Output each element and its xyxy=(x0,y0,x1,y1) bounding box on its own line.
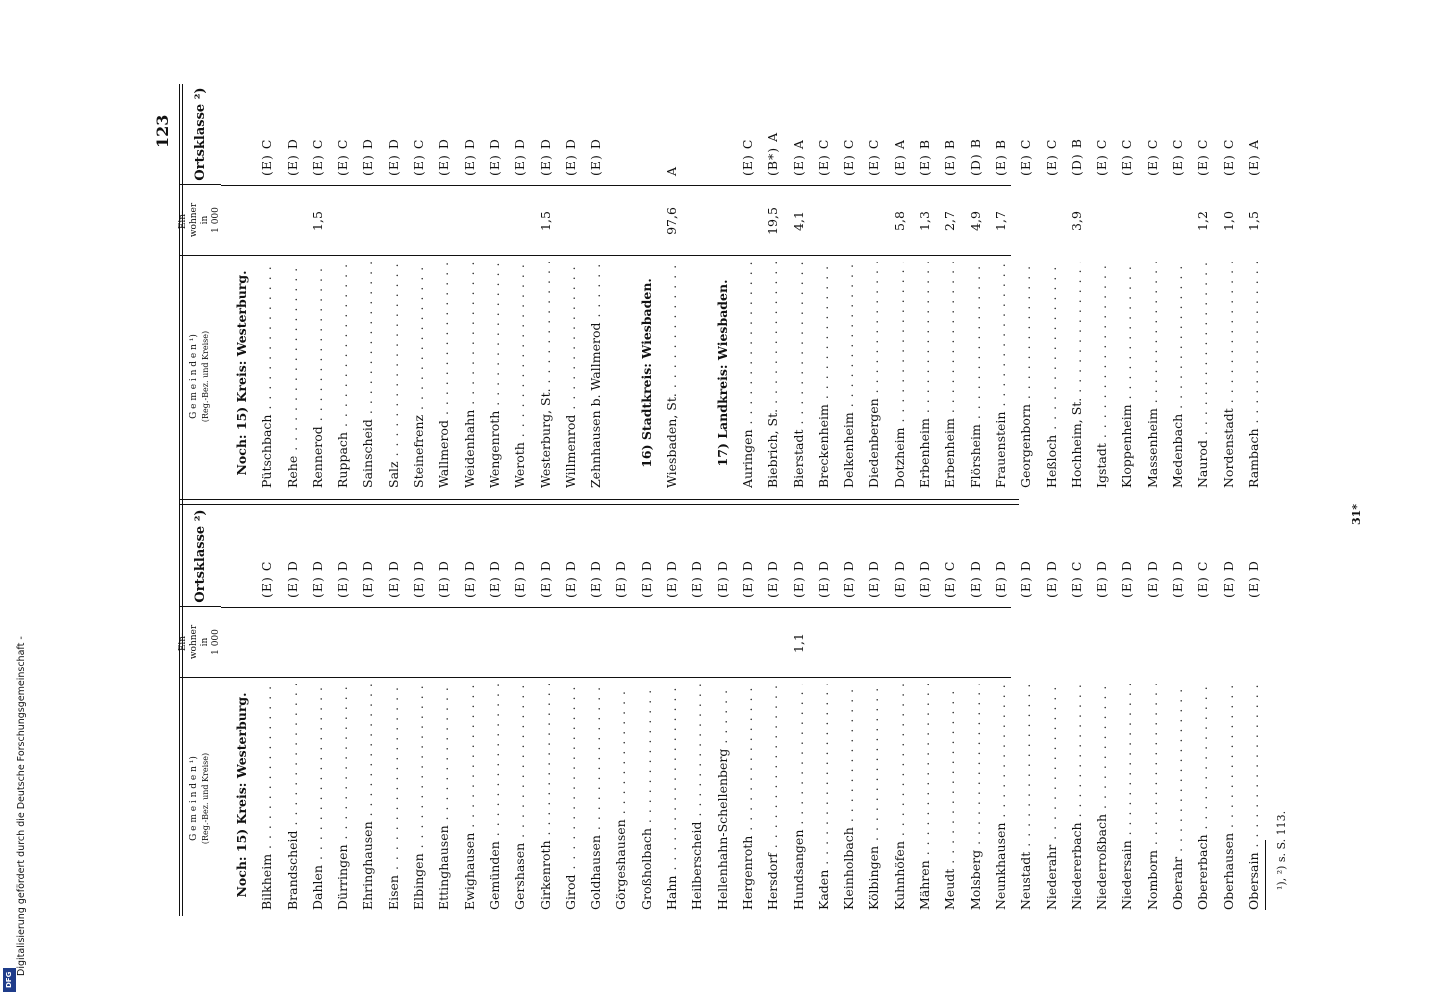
municipality-name: Eisen . . . xyxy=(381,684,406,910)
table-row xyxy=(1013,84,1038,494)
municipality-name: Rambach . . . xyxy=(1241,262,1266,488)
header-municipalities-sub: (Reg.-Bez. und Kreise) xyxy=(201,752,210,845)
municipality-name: Oberahr . . . xyxy=(1165,684,1190,910)
municipality-name: Igstadt . . . xyxy=(1089,262,1114,488)
locality-class-value: (E) D xyxy=(714,560,730,598)
locality-class-value: (E) D xyxy=(461,560,477,598)
municipality-name: Nomborn . . . xyxy=(1140,684,1165,910)
population-value: 1,3 xyxy=(917,211,933,231)
municipality-name: Niedersain . . . xyxy=(1114,684,1139,910)
table-row xyxy=(912,506,937,916)
table-row xyxy=(482,84,507,494)
section-heading-row xyxy=(634,84,659,494)
population-value: 1,0 xyxy=(1220,211,1236,231)
table-row xyxy=(1039,84,1064,494)
municipality-name: Sainscheid . . . xyxy=(355,262,380,488)
table-row xyxy=(1241,84,1266,494)
table-row xyxy=(1241,506,1266,916)
municipality-name: Hundsangen . . . xyxy=(786,684,811,910)
table-row xyxy=(887,506,912,916)
table-row xyxy=(305,84,330,494)
table-row xyxy=(558,506,583,916)
locality-class-value: (E) D xyxy=(866,560,882,598)
municipality-name: Dahlen . . . xyxy=(305,684,330,910)
locality-class-value: (E) D xyxy=(815,560,831,598)
municipality-name: Rennerod . . . xyxy=(305,262,330,488)
locality-class-value: (E) C xyxy=(259,560,275,598)
population-value: 19,5 xyxy=(765,207,781,235)
table-row xyxy=(659,84,684,494)
municipality-name: Elbingen . . . xyxy=(406,684,431,910)
table-row xyxy=(988,506,1013,916)
section-heading: 16) Stadtkreis: Wiesbaden. xyxy=(638,278,654,468)
sheet-number: 31* xyxy=(1350,503,1363,525)
table-row xyxy=(861,506,886,916)
locality-class-value: (E) C xyxy=(1094,138,1110,176)
table-row xyxy=(836,84,861,494)
locality-class-value: (E) C xyxy=(739,138,755,176)
table-row xyxy=(355,84,380,494)
table-row xyxy=(305,506,330,916)
municipality-name: Diedenbergen . . . xyxy=(861,262,886,488)
header-municipalities-title: G e m e i n d e n ¹) xyxy=(189,334,199,419)
locality-class-value: (E) C xyxy=(1195,138,1211,176)
locality-class-value: (D) B xyxy=(1068,138,1084,176)
municipality-name: Wiesbaden, St. . . . xyxy=(659,262,684,488)
table-row xyxy=(1165,506,1190,916)
locality-class-value: (E) C xyxy=(942,560,958,598)
municipality-name: Mähren . . . xyxy=(912,684,937,910)
locality-class-value: (E) D xyxy=(309,560,325,598)
population-value: 1,7 xyxy=(992,211,1008,231)
municipality-name: Westerburg, St. . . . xyxy=(533,262,558,488)
municipality-name: Bilkheim . . . xyxy=(254,684,279,910)
municipality-name: Meudt . . . xyxy=(937,684,962,910)
municipality-name: Girkenroth . . . xyxy=(533,684,558,910)
table-row xyxy=(760,506,785,916)
locality-class-value: (E) D xyxy=(562,138,578,176)
municipality-name: Kuhnhöfen . . . xyxy=(887,684,912,910)
municipality-name: Erbenheim . . . xyxy=(912,262,937,488)
table-row xyxy=(330,506,355,916)
header-municipalities-sub: (Reg.-Bez. und Kreise) xyxy=(201,330,210,423)
table-center-divider xyxy=(179,499,1019,505)
table-row xyxy=(963,84,988,494)
locality-class-value: (E) D xyxy=(689,560,705,598)
municipality-name: Hellenhahn-Schellenberg . . . xyxy=(710,684,735,910)
locality-class-value: (E) D xyxy=(1018,560,1034,598)
document-page xyxy=(145,70,1395,930)
section-heading: 17) Landkreis: Wiesbaden. xyxy=(714,279,730,467)
municipality-name: Ettinghausen . . . xyxy=(431,684,456,910)
locality-class-value: (E) C xyxy=(841,138,857,176)
table-row xyxy=(786,506,811,916)
municipality-name: Erbenheim . . . xyxy=(937,262,962,488)
municipality-name: Girod . . . xyxy=(558,684,583,910)
table-row xyxy=(457,84,482,494)
table-left-half xyxy=(178,506,1261,916)
municipality-name: Medenbach . . . xyxy=(1165,262,1190,488)
locality-class-value: (E) A xyxy=(1245,139,1261,176)
locality-class-value: (E) D xyxy=(1169,560,1185,598)
locality-class-value: (E) C xyxy=(815,138,831,176)
table-row xyxy=(684,506,709,916)
locality-class-value: (E) D xyxy=(411,560,427,598)
locality-class-value: (E) B xyxy=(917,138,933,176)
table-row xyxy=(482,506,507,916)
locality-class-value: (E) C xyxy=(1119,138,1135,176)
footnote: ¹), ²) s. S. 113. xyxy=(1275,810,1288,890)
right-rows xyxy=(229,84,1266,494)
population-value: 97,6 xyxy=(664,207,680,235)
locality-class-value: (E) C xyxy=(1195,560,1211,598)
population-value: 4,9 xyxy=(967,211,983,231)
table-row xyxy=(406,84,431,494)
municipality-name: Niederahr . . . xyxy=(1039,684,1064,910)
header-population: Ein- wohner in 1 000 xyxy=(179,184,221,256)
municipality-name: Dotzheim . . . xyxy=(887,262,912,488)
locality-class-value: (E) D xyxy=(841,560,857,598)
municipality-name: Delkenheim . . . xyxy=(836,262,861,488)
municipality-name: Obererbach . . . xyxy=(1190,684,1215,910)
table-row xyxy=(431,506,456,916)
table-row xyxy=(507,506,532,916)
table-row xyxy=(1216,506,1241,916)
table-row xyxy=(406,506,431,916)
locality-class-value: (E) D xyxy=(385,138,401,176)
municipality-name: Niedererbach . . . xyxy=(1064,684,1089,910)
table-row xyxy=(659,506,684,916)
header-municipalities xyxy=(179,259,221,494)
locality-class-value: (E) D xyxy=(360,560,376,598)
table-row xyxy=(280,84,305,494)
municipality-name: Oberhausen . . . xyxy=(1216,684,1241,910)
table-row xyxy=(533,506,558,916)
population-value: 1,1 xyxy=(790,633,806,653)
table-row xyxy=(1114,506,1139,916)
locality-class-value: (E) D xyxy=(537,138,553,176)
table-row xyxy=(1089,84,1114,494)
municipality-name: Pütschbach . . . xyxy=(254,262,279,488)
dfg-logo: DFG xyxy=(3,968,16,992)
table-row xyxy=(1140,506,1165,916)
locality-class-value: A xyxy=(664,165,680,176)
table-row xyxy=(431,84,456,494)
locality-class-value: (E) A xyxy=(891,139,907,176)
municipality-name: Ewighausen . . . xyxy=(457,684,482,910)
table-row xyxy=(254,84,279,494)
table-row xyxy=(735,84,760,494)
locality-class-value: (E) D xyxy=(613,560,629,598)
table-row xyxy=(280,506,305,916)
table-row xyxy=(963,506,988,916)
municipality-name: Wallmerod . . . xyxy=(431,262,456,488)
locality-class-value: (E) C xyxy=(1068,560,1084,598)
municipality-name: Georgenborn . . . xyxy=(1013,262,1038,488)
municipality-name: Rehe . . . xyxy=(280,262,305,488)
locality-class-value: (E) D xyxy=(537,560,553,598)
table-row xyxy=(760,84,785,494)
municipality-name: Auringen . . . xyxy=(735,262,760,488)
locality-class-value: (E) D xyxy=(436,560,452,598)
table-row xyxy=(1190,84,1215,494)
locality-class-value: (E) D xyxy=(638,560,654,598)
locality-class-value: (E) C xyxy=(411,138,427,176)
municipality-name: Hahn . . . xyxy=(659,684,684,910)
municipality-name: Bierstadt . . . xyxy=(786,262,811,488)
locality-class-value: (E) A xyxy=(790,139,806,176)
municipality-name: Weidenhahn . . . xyxy=(457,262,482,488)
municipality-name: Kölbingen . . . xyxy=(861,684,886,910)
municipality-name: Molsberg . . . xyxy=(963,684,988,910)
municipality-name: Willmenrod . . . xyxy=(558,262,583,488)
municipality-name: Weroth . . . xyxy=(507,262,532,488)
population-value: 4,1 xyxy=(790,211,806,231)
municipality-name: Ehringhausen . . . xyxy=(355,684,380,910)
locality-class-value: (E) D xyxy=(739,560,755,598)
table-row xyxy=(988,84,1013,494)
table-row xyxy=(533,84,558,494)
locality-class-value: (E) D xyxy=(1220,560,1236,598)
table-row xyxy=(608,506,633,916)
table-row xyxy=(634,506,659,916)
section-heading-row xyxy=(710,84,735,494)
population-value: 2,7 xyxy=(942,211,958,231)
population-value: 1,5 xyxy=(537,211,553,231)
locality-class-value: (E) B xyxy=(992,138,1008,176)
table-row xyxy=(1089,506,1114,916)
locality-class-value: (E) D xyxy=(486,560,502,598)
locality-class-value: (E) D xyxy=(967,560,983,598)
table-row xyxy=(1140,84,1165,494)
municipality-name: Goldhausen . . . xyxy=(583,684,608,910)
locality-class-value: (E) D xyxy=(512,560,528,598)
municipality-name: Ruppach . . . xyxy=(330,262,355,488)
table-row xyxy=(1039,506,1064,916)
municipality-name: Massenheim . . . xyxy=(1140,262,1165,488)
locality-class-value: (E) D xyxy=(1245,560,1261,598)
locality-class-value: (B*) A xyxy=(765,131,781,176)
header-municipalities-title: G e m e i n d e n ¹) xyxy=(189,756,199,841)
municipality-name: Görgeshausen . . . xyxy=(608,684,633,910)
section-heading-row xyxy=(229,84,254,494)
population-value: 5,8 xyxy=(891,211,907,231)
table-row xyxy=(254,506,279,916)
table-row xyxy=(811,506,836,916)
table-row xyxy=(355,506,380,916)
municipality-name: Gershasen . . . xyxy=(507,684,532,910)
locality-class-value: (E) C xyxy=(1220,138,1236,176)
locality-class-value: (E) D xyxy=(1043,560,1059,598)
municipality-name: Niederroßbach . . . xyxy=(1089,684,1114,910)
municipality-name: Neustadt . . . xyxy=(1013,684,1038,910)
locality-class-value: (E) D xyxy=(335,560,351,598)
municipality-name: Kleinholbach . . . xyxy=(836,684,861,910)
locality-class-value: (E) D xyxy=(891,560,907,598)
locality-class-value: (D) B xyxy=(967,138,983,176)
municipality-name: Großholbach . . . xyxy=(634,684,659,910)
locality-class-value: (E) D xyxy=(1119,560,1135,598)
table-row xyxy=(1216,84,1241,494)
left-rows xyxy=(229,506,1266,916)
locality-class-value: (E) C xyxy=(866,138,882,176)
header-locality-class: Ortsklasse ²) xyxy=(192,509,208,603)
locality-class-value: (E) D xyxy=(1094,560,1110,598)
table-row xyxy=(1064,84,1089,494)
table-right-half xyxy=(178,84,1261,494)
locality-class-value: (E) D xyxy=(436,138,452,176)
table-row xyxy=(381,506,406,916)
municipality-name: Kloppenheim . . . xyxy=(1114,262,1139,488)
locality-class-value: (E) D xyxy=(992,560,1008,598)
municipality-name: Flörsheim . . . xyxy=(963,262,988,488)
table-row xyxy=(583,506,608,916)
municipality-name: Biebrich, St. . . . xyxy=(760,262,785,488)
municipality-name: Dürringen . . . xyxy=(330,684,355,910)
table-row xyxy=(1013,506,1038,916)
table-row xyxy=(811,84,836,494)
locality-class-value: (E) D xyxy=(486,138,502,176)
locality-class-value: (E) D xyxy=(461,138,477,176)
locality-class-value: (E) B xyxy=(942,138,958,176)
header-population: Ein- wohner in 1 000 xyxy=(179,606,221,678)
municipality-name: Frauenstein . . . xyxy=(988,262,1013,488)
table-row xyxy=(937,506,962,916)
locality-class-value: (E) D xyxy=(562,560,578,598)
table-row xyxy=(836,506,861,916)
municipality-name: Hergenroth . . . xyxy=(735,684,760,910)
credit-text: Digitalisierung gefördert durch die Deutsche Forschungsgemeinschaft - xyxy=(16,636,27,976)
municipality-name: Zehnhausen b. Wallmerod . . . xyxy=(583,262,608,488)
table-row xyxy=(1190,506,1215,916)
locality-class-value: (E) D xyxy=(284,138,300,176)
population-value: 1,2 xyxy=(1195,211,1211,231)
locality-class-value: (E) D xyxy=(385,560,401,598)
municipality-name: Hersdorf . . . xyxy=(760,684,785,910)
table-row xyxy=(786,84,811,494)
section-heading: Noch: 15) Kreis: Westerburg. xyxy=(234,692,249,898)
locality-class-value: (E) C xyxy=(335,138,351,176)
table-row xyxy=(507,84,532,494)
table-row xyxy=(735,506,760,916)
municipality-name: Salz . . . xyxy=(381,262,406,488)
population-value: 3,9 xyxy=(1068,211,1084,231)
municipality-name: Heßloch . . . xyxy=(1039,262,1064,488)
municipality-name: Wengenroth . . . xyxy=(482,262,507,488)
municipality-name: Hochheim, St. . . . xyxy=(1064,262,1089,488)
table-row xyxy=(937,84,962,494)
table-row xyxy=(457,506,482,916)
table-row xyxy=(887,84,912,494)
population-value: 1,5 xyxy=(1245,211,1261,231)
section-heading-row xyxy=(684,84,709,494)
locality-class-value: (E) C xyxy=(1144,138,1160,176)
locality-class-value: (E) D xyxy=(512,138,528,176)
locality-class-value: (E) D xyxy=(765,560,781,598)
municipality-name: Steinefrenz . . . xyxy=(406,262,431,488)
municipality-name: Breckenheim . . . xyxy=(811,262,836,488)
section-heading: Noch: 15) Kreis: Westerburg. xyxy=(234,270,249,476)
table-row xyxy=(381,84,406,494)
locality-class-value: (E) C xyxy=(1169,138,1185,176)
locality-class-value: (E) D xyxy=(284,560,300,598)
population-value: 1,5 xyxy=(309,211,325,231)
locality-class-value: (E) D xyxy=(790,560,806,598)
locality-class-value: (E) C xyxy=(259,138,275,176)
header-municipalities xyxy=(179,681,221,916)
table-row xyxy=(583,84,608,494)
page-number: 123 xyxy=(153,114,172,148)
digitization-credit xyxy=(2,596,27,996)
table-row xyxy=(330,84,355,494)
table-row xyxy=(1064,506,1089,916)
locality-class-value: (E) D xyxy=(1144,560,1160,598)
municipality-name: Kaden . . . xyxy=(811,684,836,910)
locality-class-value: (E) D xyxy=(664,560,680,598)
locality-class-value: (E) D xyxy=(917,560,933,598)
table-row xyxy=(1165,84,1190,494)
header-locality-class: Ortsklasse ²) xyxy=(192,87,208,181)
locality-class-value: (E) C xyxy=(1018,138,1034,176)
table-row xyxy=(710,506,735,916)
section-heading-row xyxy=(608,84,633,494)
municipality-name: Nordenstadt . . . xyxy=(1216,262,1241,488)
locality-class-value: (E) C xyxy=(309,138,325,176)
locality-class-value: (E) D xyxy=(588,138,604,176)
table-row xyxy=(558,84,583,494)
municipality-name: Gemünden . . . xyxy=(482,684,507,910)
municipality-name: Obersain . . . xyxy=(1241,684,1266,910)
municipality-name: Brandscheid . . . xyxy=(280,684,305,910)
locality-class-value: (E) D xyxy=(588,560,604,598)
table-row xyxy=(1114,84,1139,494)
footnote-rule xyxy=(1265,840,1266,910)
municipality-name: Naurod . . . xyxy=(1190,262,1215,488)
section-heading-row xyxy=(229,506,254,916)
municipality-name: Neunkhausen . . . xyxy=(988,684,1013,910)
table-row xyxy=(861,84,886,494)
table-row xyxy=(912,84,937,494)
municipality-name: Heilberscheid . . . xyxy=(684,684,709,910)
locality-class-value: (E) D xyxy=(360,138,376,176)
locality-class-value: (E) C xyxy=(1043,138,1059,176)
